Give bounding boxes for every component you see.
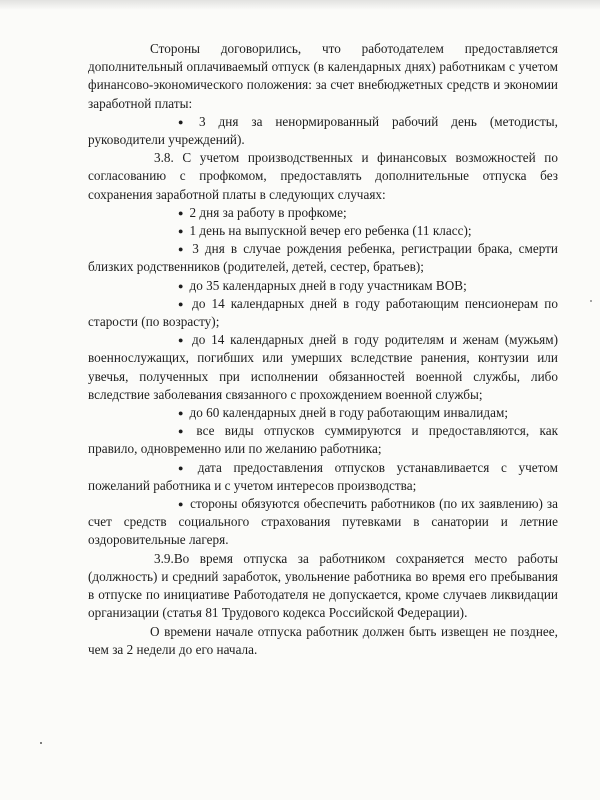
document-body — [88, 40, 558, 659]
list-item: ● до 35 календарных дней в году участникам ВОВ; — [178, 277, 467, 293]
bullet-icon: ● — [178, 116, 194, 127]
list-item: ● до 60 календарных дней в году работающим инвалидам; — [178, 405, 509, 421]
bullet-icon: ● — [178, 426, 191, 437]
intro-paragraph: Стороны договорились, что работодателем предоставляется дополнительный оплачиваемый отпуск (в календарных днях) работникам с учетом финансово-экономического положения: за счет внебюджетных средств и экономии заработной платы: — [88, 41, 558, 111]
list-item: ● до 14 календарных дней в году работающим пенсионерам по старости (по возрасту); — [88, 295, 558, 330]
scan-edge — [0, 0, 600, 10]
bullet-icon: ● — [178, 335, 186, 346]
list-item: ● 3 дня за ненормированный рабочий день (методисты, руководители учреждений). — [88, 113, 558, 148]
list-item: ● 3 дня в случае рождения ребенка, регистрации брака, смерти близких родственников (родителей, детей, сестер, братьев); — [88, 241, 558, 275]
scan-speck — [590, 300, 592, 302]
list-item: ● дата предоставления отпусков устанавливается с учетом пожеланий работника и с учетом интересов производства; — [88, 459, 558, 493]
list-item: ● 2 дня за работу в профкоме; — [178, 204, 347, 220]
bullet-icon: ● — [178, 280, 184, 291]
list-item: ● до 14 календарных дней в году родителям и женам (мужьям) военнослужащих, погибших или умерших вследствие ранения, контузии или увечья, полученных при исполнении обязанностей военной службы, либо вследствие заболевания связанного с прохождением военной службы; — [88, 332, 558, 402]
bullet-icon: ● — [178, 244, 187, 255]
bullet-icon: ● — [178, 207, 184, 218]
bullet-icon: ● — [178, 408, 184, 419]
bullet-icon: ● — [178, 462, 192, 473]
bullet-icon: ● — [178, 298, 187, 309]
list-item: ● 1 день на выпускной вечер его ребенка (11 класс); — [178, 223, 472, 239]
scan-speck — [40, 742, 42, 744]
list-item: ● стороны обязуются обеспечить работников (по их заявлению) за счет средств социального страхования путевками в санатории и летние оздоровительные лагеря. — [88, 496, 558, 548]
closing-paragraph: О времени начале отпуска работник должен быть извещен не позднее, чем за 2 недели до его начала. — [88, 623, 558, 657]
clause-3-9: 3.9.Во время отпуска за работником сохраняется место работы (должность) и средний заработок, увольнение работника во время его пребывания в отпуске по инициативе Работодателя не допускается, кроме случаев ликвидации организации (статья 81 Трудового кодекса Российской Федерации). — [88, 550, 558, 621]
clause-3-8: 3.8. С учетом производственных и финансовых возможностей по согласованию с профкомом, предоставлять дополнительные отпуска без сохранения заработной платы в следующих случаях: — [88, 150, 558, 202]
bullet-icon: ● — [178, 499, 185, 510]
list-item: ● все виды отпусков суммируются и предоставляются, как правило, одновременно или по желанию работника; — [88, 423, 558, 457]
bullet-icon: ● — [178, 226, 184, 237]
